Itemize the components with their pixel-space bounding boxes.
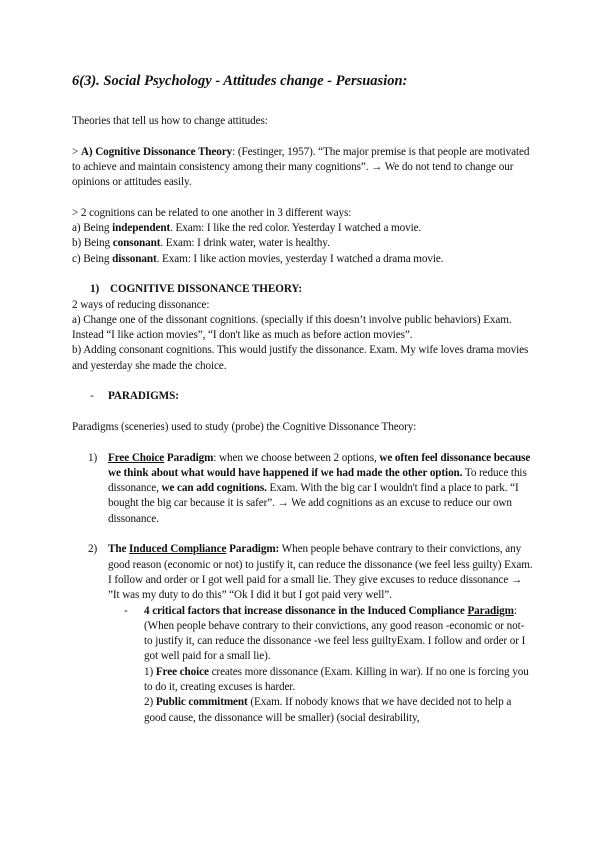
section-heading-paradigms: - PARADIGMS:	[90, 390, 179, 403]
list-item-induced-compliance: 2) The Induced Compliance Paradigm: When people behave contrary to their convictions, any good reason (economic or not) to justify it, can reduce the dissonance (we feel less guilty) Exam. I follow and order or I got well paid for a small lie. They give excuses to reduce dissonance → ”It was my duty to do this” “Ok I did it but I got paid very well”.	[88, 543, 533, 602]
factor-public-commitment: 2) Public commitment (Exam. If nobody knows that we have decided not to help a good cause, the dissonance will be smaller) (social desirability,	[144, 696, 512, 724]
relation-independent: a) Being independent. Exam: I like the red color. Yesterday I watched a movie.	[72, 222, 422, 235]
relations-intro: > 2 cognitions can be related to one another in 3 different ways:	[72, 206, 352, 219]
list-item-free-choice: 1) Free Choice Paradigm: when we choose between 2 options, we often feel dissonance because we think about what would have happened if we had made the other option. To reduce this dissonance, we can add cognitions. Exam. With the big car I wouldn't find a place to park. “I bought the big car because it is safer”. → We add cognitions as an excuse to reduce our own dissonance.	[88, 451, 531, 525]
factor-free-choice: 1) Free choice creates more dissonance (Exam. Killing in war). If no one is forcing you to do it, creating excuses is harder.	[144, 665, 529, 693]
dissonance-theory-paragraph: > A) Cognitive Dissonance Theory: (Festinger, 1957). “The major premise is that people are motivated to achieve and maintain consistency among their many cognitions”. → We do not tend to change our opinions or attitudes easily.	[72, 145, 530, 189]
relation-consonant: b) Being consonant. Exam: I drink water, water is healthy.	[72, 237, 330, 250]
sub-item-critical-factors: - 4 critical factors that increase dissonance in the Induced Compliance Paradigm: (When people behave contrary to their convictions, any good reason -economic or not- to justify it, can reduce the dissonance -we feel less guiltyExam. I follow and order or I got well paid for a small lie).	[124, 604, 526, 663]
intro-paragraph: Theories that tell us how to change attitudes:	[72, 115, 268, 127]
paradigms-intro: Paradigms (sceneries) used to study (probe) the Cognitive Dissonance Theory:	[72, 420, 417, 433]
page-title: 6(3). Social Psychology - Attitudes change - Persuasion:	[72, 73, 408, 89]
dissonance-theory-label: A) Cognitive Dissonance Theory	[80, 145, 233, 158]
reducing-dissonance-b: b) Adding consonant cognitions. This would justify the dissonance. Exam. My wife loves drama movies and yesterday she made the choice.	[72, 344, 529, 372]
relation-dissonant: c) Being dissonant. Exam: I like action movies, yesterday I watched a drama movie.	[72, 252, 444, 265]
section-heading-dissonance-theory: 1) COGNITIVE DISSONANCE THEORY:	[90, 283, 303, 296]
reducing-dissonance-a: a) Change one of the dissonant cognitions. (specially if this doesn’t involve public behaviors) Exam. Instead “I like action movies”, “I don't like as much as before action movies”.	[72, 313, 512, 342]
reducing-dissonance-intro: 2 ways of reducing dissonance:	[72, 298, 210, 311]
document-body	[72, 114, 534, 726]
